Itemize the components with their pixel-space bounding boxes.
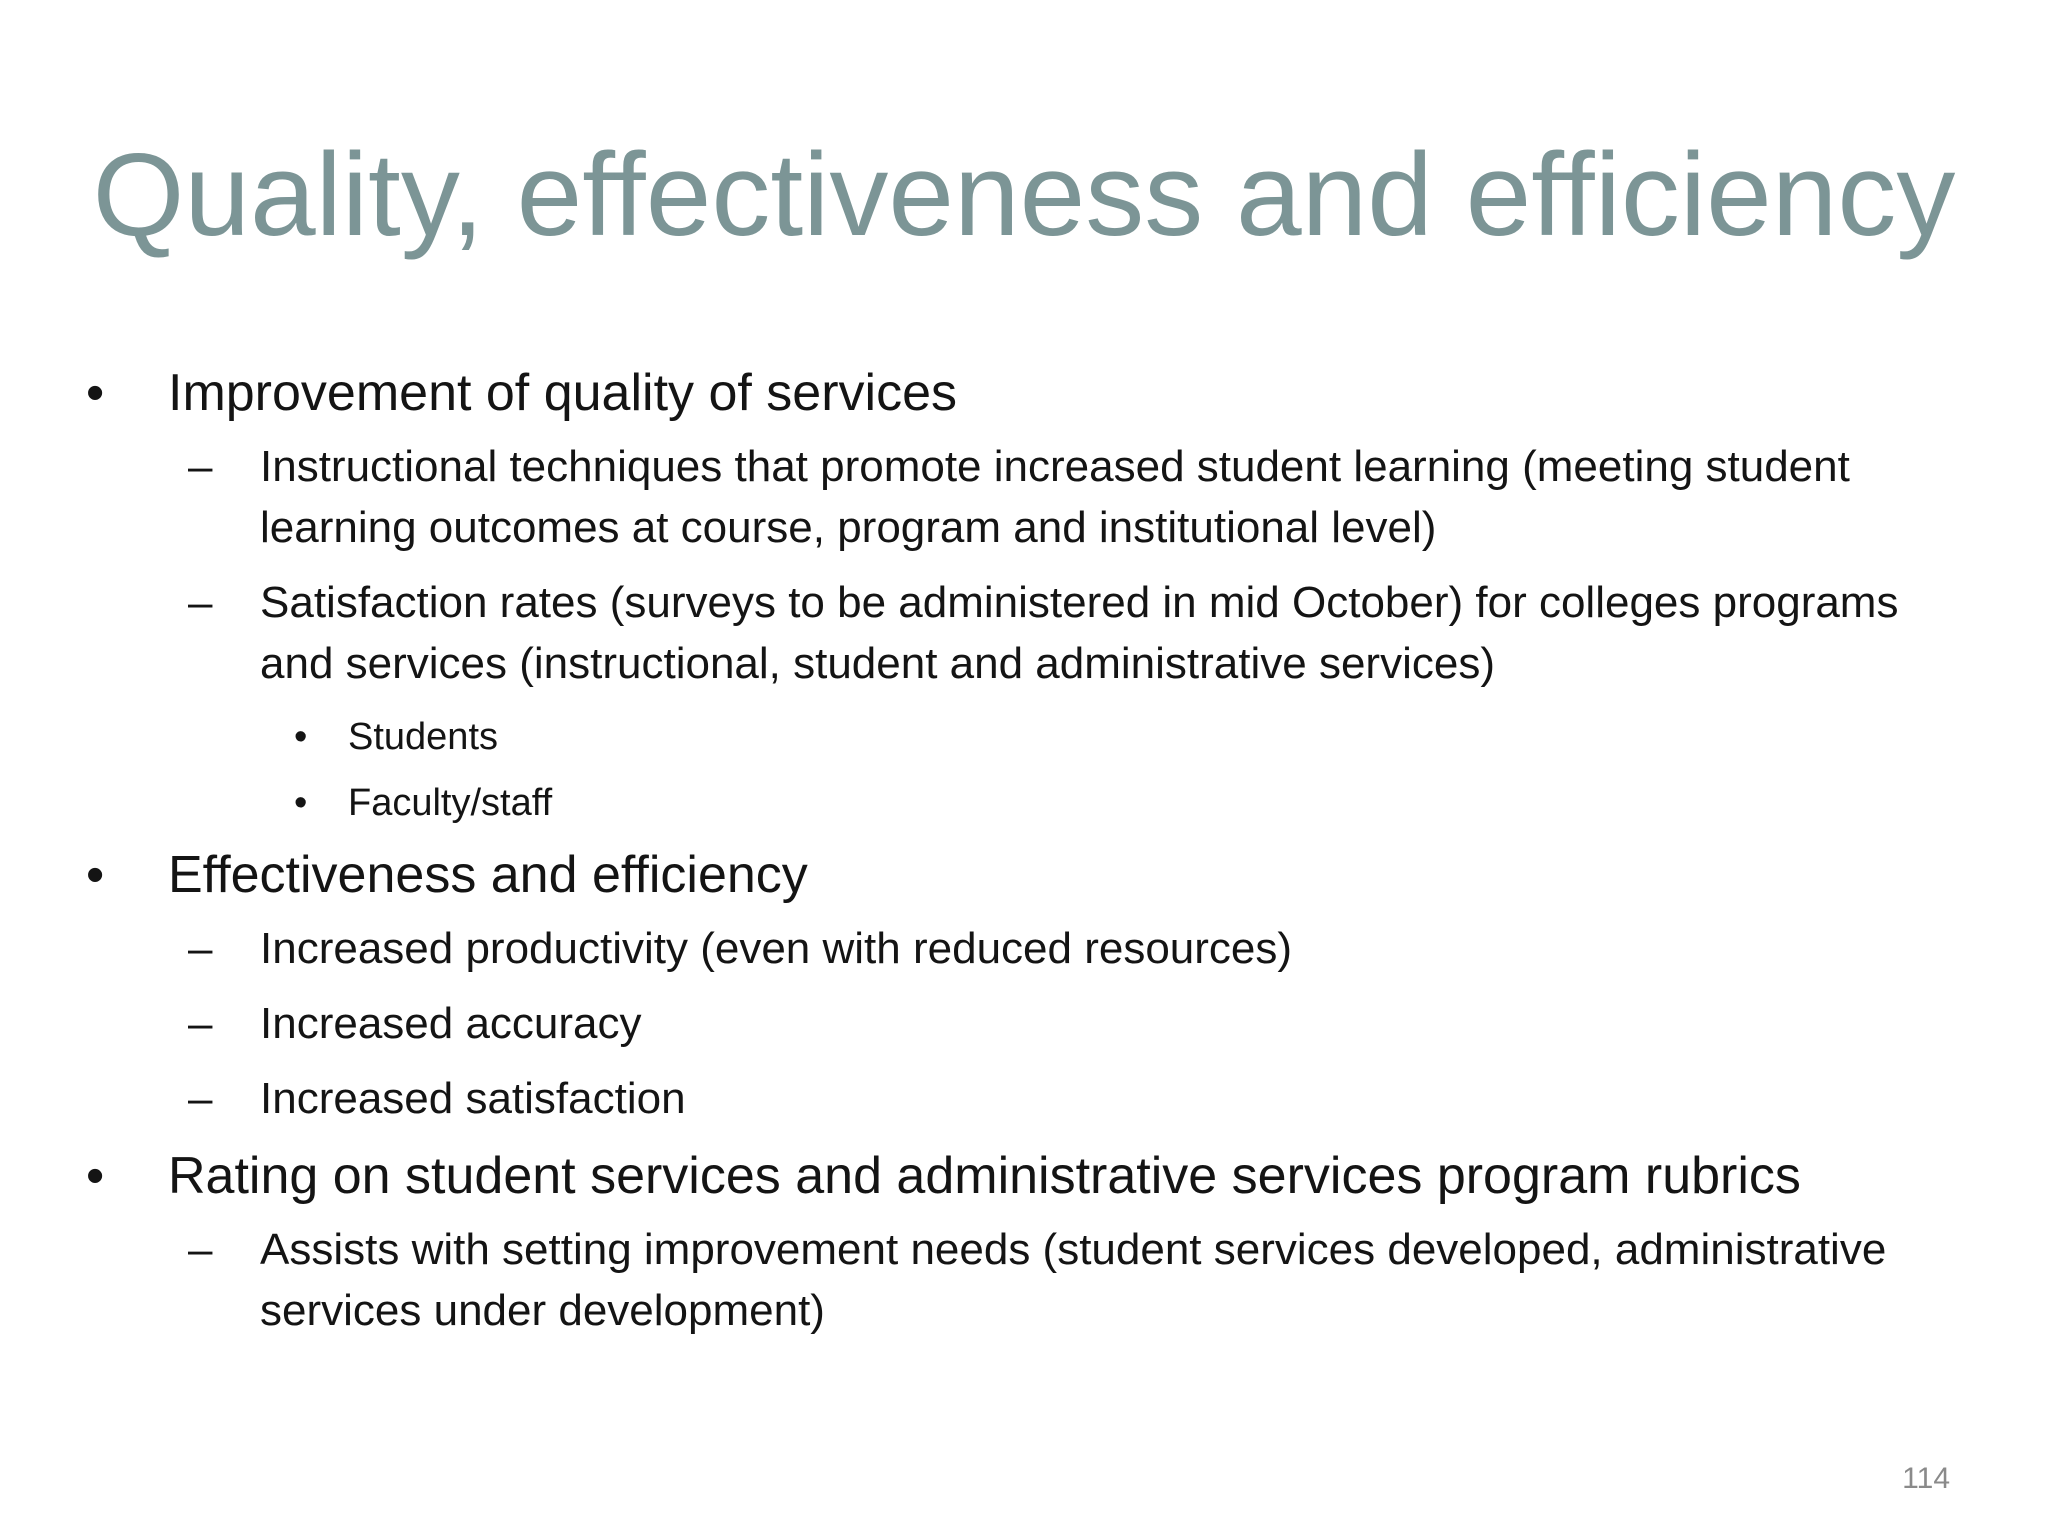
dash-icon: –	[188, 578, 213, 627]
bullet-icon: •	[86, 1147, 105, 1205]
bullet-text: Improvement of quality of services	[168, 364, 957, 422]
dash-icon: –	[188, 924, 213, 973]
bullet-icon: •	[86, 364, 105, 422]
bullet-level-2	[80, 1219, 1980, 1341]
bullet-text: Instructional techniques that promote increased student learning (meeting student learning outcomes at course, program and institutional level)	[260, 442, 1850, 552]
dash-icon: –	[188, 1074, 213, 1123]
bullet-text: Increased productivity (even with reduced resources)	[260, 924, 1293, 973]
bullet-text: Students	[348, 716, 498, 758]
bullet-icon: •	[86, 846, 105, 904]
dash-icon: –	[188, 1225, 213, 1274]
bullet-text: Satisfaction rates (surveys to be administered in mid October) for colleges programs and services (instructional, student and administrative services)	[260, 578, 1899, 688]
page-number: 114	[1902, 1462, 1950, 1495]
bullet-level-1	[80, 360, 1980, 426]
bullet-text: Increased accuracy	[260, 999, 642, 1048]
bullet-level-2	[80, 1068, 1980, 1129]
slide-content	[80, 360, 1980, 1355]
bullet-level-2	[80, 572, 1980, 694]
bullet-level-2	[80, 993, 1980, 1054]
bullet-text: Rating on student services and administrative services program rubrics	[168, 1147, 1801, 1205]
bullet-icon: •	[294, 716, 308, 758]
bullet-text: Increased satisfaction	[260, 1074, 686, 1123]
bullet-level-2	[80, 918, 1980, 979]
bullet-level-2	[80, 436, 1980, 558]
bullet-level-3	[80, 774, 1980, 832]
dash-icon: –	[188, 442, 213, 491]
bullet-level-1	[80, 842, 1980, 908]
bullet-level-1	[80, 1143, 1980, 1209]
bullet-level-3	[80, 708, 1980, 766]
dash-icon: –	[188, 999, 213, 1048]
bullet-icon: •	[294, 782, 308, 824]
slide-title: Quality, effectiveness and efficiency	[92, 129, 1956, 261]
bullet-text: Effectiveness and efficiency	[168, 846, 808, 904]
bullet-text: Assists with setting improvement needs (student services developed, administrative services under development)	[260, 1225, 1887, 1335]
bullet-text: Faculty/staff	[348, 782, 553, 824]
